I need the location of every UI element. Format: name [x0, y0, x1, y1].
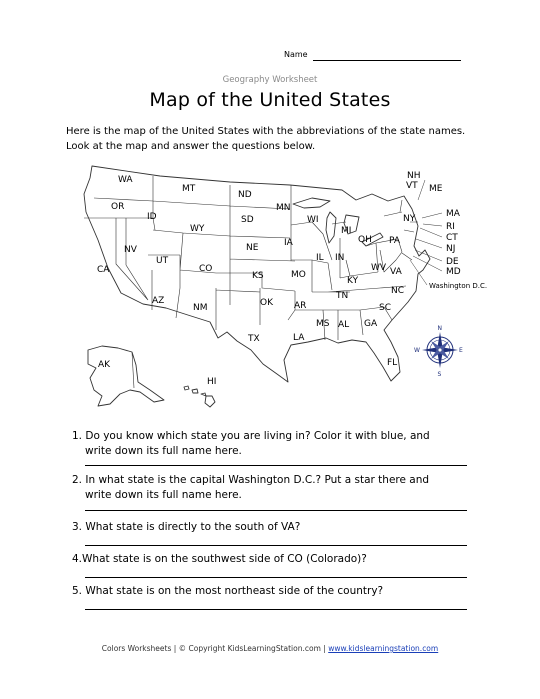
state-label-oh: OH	[358, 235, 372, 245]
state-label-or: OR	[111, 202, 125, 212]
state-label-nm: NM	[193, 303, 208, 313]
question-number: 4.	[72, 553, 83, 565]
state-label-nv: NV	[124, 245, 137, 255]
footer-link[interactable]: www.kidslearningstation.com	[328, 644, 439, 653]
question-text: Do you know which state you are living in? Color it with blue, and	[85, 430, 430, 442]
compass-w: W	[414, 347, 420, 354]
compass-e: E	[459, 347, 463, 354]
state-label-ak: AK	[98, 360, 111, 370]
state-label-ar: AR	[294, 301, 307, 311]
state-label-wi: WI	[307, 215, 319, 225]
question-5	[72, 584, 472, 599]
compass-n: N	[437, 325, 442, 332]
footer	[0, 644, 540, 653]
state-label-ks: KS	[252, 271, 264, 281]
name-label-row	[284, 50, 308, 59]
state-label-ri: RI	[446, 222, 455, 232]
state-label-ne: NE	[246, 243, 259, 253]
state-label-il: IL	[316, 253, 324, 263]
state-label-ny: NY	[403, 214, 416, 224]
question-1	[72, 429, 472, 459]
lake-michigan	[326, 212, 336, 243]
state-label-ct: CT	[446, 233, 458, 243]
state-label-de: DE	[446, 257, 459, 267]
state-borders	[84, 176, 418, 340]
state-label-co: CO	[199, 264, 213, 274]
question-text-cont: write down its full name here.	[85, 489, 242, 501]
state-label-tx: TX	[248, 334, 260, 344]
state-label-sc: SC	[379, 303, 391, 313]
state-label-md: MD	[446, 267, 461, 277]
alaska-outline	[88, 346, 164, 406]
answer-line-4[interactable]	[85, 577, 467, 578]
state-label-ms: MS	[316, 319, 330, 329]
state-label-fl: FL	[387, 358, 398, 368]
state-label-ca: CA	[97, 265, 110, 275]
state-label-ok: OK	[260, 298, 273, 308]
state-label-me: ME	[429, 184, 443, 194]
state-label-in: IN	[335, 253, 345, 263]
state-label-ia: IA	[284, 238, 293, 248]
state-label-nj: NJ	[446, 244, 456, 254]
question-number: 2.	[72, 474, 83, 486]
question-3	[72, 520, 472, 535]
state-label-az: AZ	[152, 296, 165, 306]
state-label-mi: MI	[341, 226, 352, 236]
compass-s: S	[437, 371, 442, 378]
leader-lines	[410, 180, 442, 285]
state-label-la: LA	[293, 333, 305, 343]
question-number: 1.	[72, 430, 83, 442]
state-label-ut: UT	[156, 256, 169, 266]
question-number: 3.	[72, 521, 83, 533]
worksheet-subtitle: Geography Worksheet	[222, 75, 318, 85]
compass-rose-icon	[414, 325, 463, 378]
state-label-ma: MA	[446, 209, 460, 219]
intro-line-2: Look at the map and answer the questions below.	[66, 141, 316, 152]
intro-line-1: Here is the map of the United States with the abbreviations of the state names.	[66, 126, 466, 137]
state-label-mo: MO	[291, 270, 306, 280]
name-label: Name	[284, 50, 308, 59]
answer-line-3[interactable]	[85, 545, 467, 546]
lake-superior	[293, 198, 330, 208]
answer-line-5[interactable]	[85, 609, 467, 610]
state-label-hi: HI	[207, 377, 217, 387]
state-label-wv: WV	[371, 263, 387, 273]
state-label-id: ID	[147, 212, 157, 222]
state-label-mn: MN	[276, 203, 291, 213]
dc-label: Washington D.C.	[429, 282, 488, 290]
question-text-cont: write down its full name here.	[85, 445, 242, 457]
question-text: In what state is the capital Washington D.C.? Put a star there and	[85, 474, 430, 486]
state-label-nc: NC	[391, 286, 405, 296]
page-title: Map of the United States	[149, 89, 391, 111]
us-map	[80, 160, 488, 415]
state-label-wa: WA	[118, 175, 133, 185]
answer-line-1[interactable]	[85, 465, 467, 466]
state-label-mt: MT	[182, 184, 196, 194]
intro-text	[66, 124, 496, 154]
state-label-wy: WY	[190, 224, 205, 234]
state-label-ga: GA	[364, 319, 378, 329]
state-label-vt: VT	[406, 181, 418, 191]
state-label-nh: NH	[407, 171, 421, 181]
state-label-va: VA	[390, 267, 402, 277]
question-2	[72, 473, 472, 503]
question-4	[72, 552, 472, 567]
question-text: What state is directly to the south of VA?	[85, 521, 301, 533]
question-text: What state is on the most northeast side of the country?	[85, 585, 384, 597]
question-number: 5.	[72, 585, 83, 597]
state-label-ky: KY	[347, 276, 359, 286]
name-answer-line[interactable]	[313, 60, 461, 61]
footer-text: Colors Worksheets | © Copyright KidsLearningStation.com |	[101, 644, 326, 653]
state-label-al: AL	[338, 320, 350, 330]
hawaii-islands	[184, 386, 215, 407]
state-label-nd: ND	[238, 190, 252, 200]
state-label-tn: TN	[336, 291, 349, 301]
question-text: What state is on the southwest side of CO (Colorado)?	[82, 553, 367, 565]
state-label-sd: SD	[241, 215, 254, 225]
answer-line-2[interactable]	[85, 510, 467, 511]
state-label-pa: PA	[389, 236, 401, 246]
